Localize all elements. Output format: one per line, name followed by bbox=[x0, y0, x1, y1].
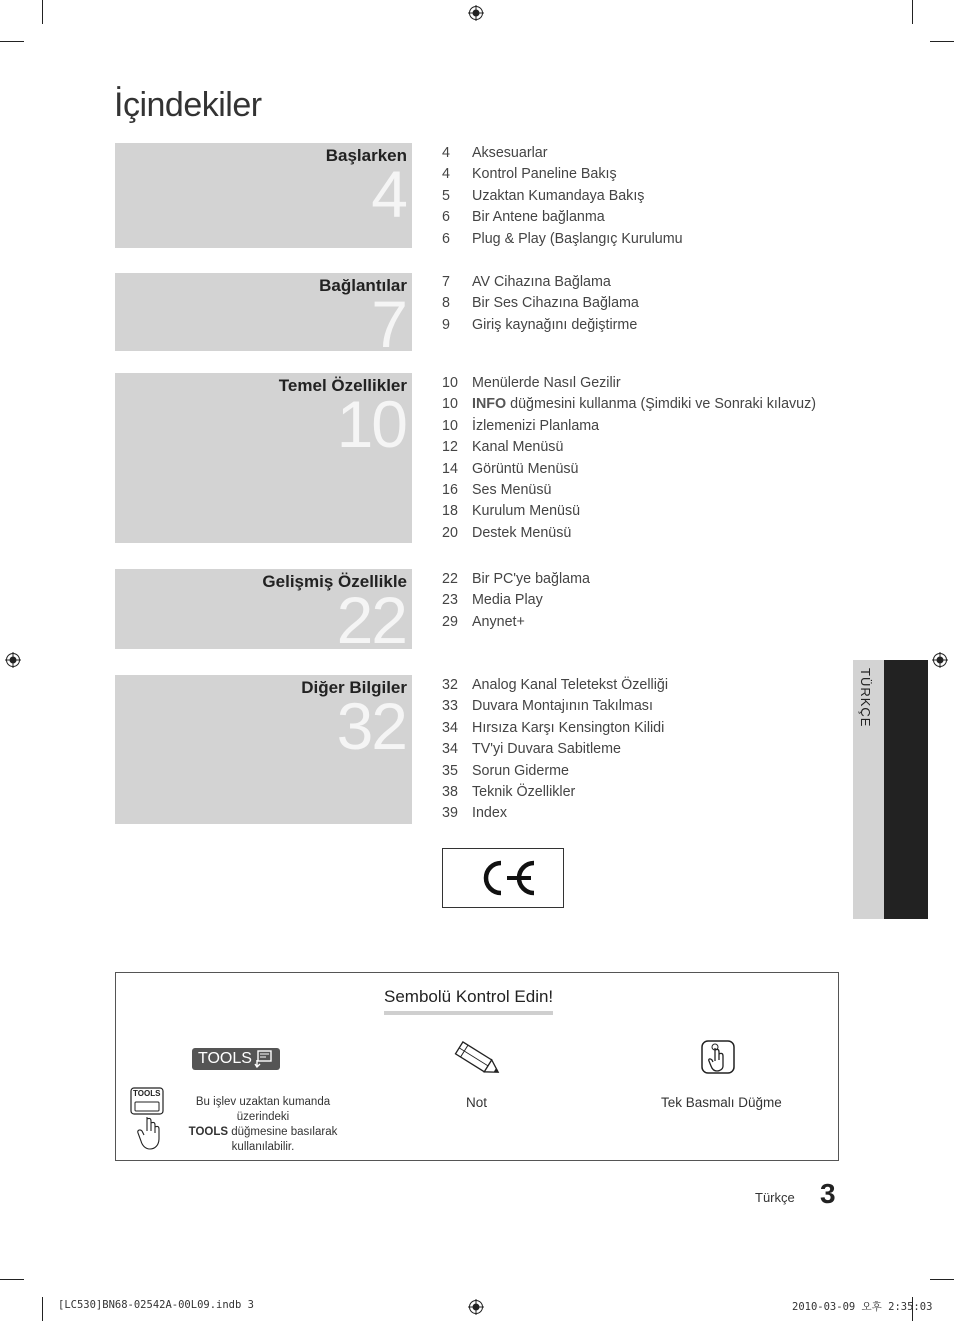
section-box-gelismis-ozellikler bbox=[115, 569, 412, 657]
tools-desc-text: Bu işlev uzaktan kumanda üzerindeki bbox=[195, 1096, 331, 1123]
toc-item[interactable] bbox=[442, 229, 683, 250]
toc-page-number: 39 bbox=[442, 805, 458, 822]
crop-mark bbox=[930, 41, 954, 42]
toc-page-number: 7 bbox=[442, 274, 450, 290]
toc-entry-text: Duvara Montajının Takılması bbox=[472, 698, 653, 715]
toc-item[interactable] bbox=[442, 718, 668, 739]
crop-mark bbox=[930, 1279, 954, 1280]
toc-page-number: 6 bbox=[442, 230, 450, 247]
toc-page-number: 20 bbox=[442, 524, 458, 541]
toc-entry-text: Hırsıza Karşı Kensington Kilidi bbox=[472, 719, 665, 736]
section-number: 4 bbox=[371, 157, 406, 231]
toc-item[interactable] bbox=[442, 164, 683, 185]
toc-page-number: 8 bbox=[442, 295, 450, 312]
toc-item[interactable] bbox=[442, 186, 683, 207]
toc-entry-text: Kanal Menüsü bbox=[472, 439, 564, 456]
registration-mark-icon bbox=[5, 652, 21, 668]
toc-item[interactable] bbox=[442, 293, 639, 314]
toc-page-number: 10 bbox=[442, 375, 458, 391]
print-slug-file: [LC530]BN68-02542A-00L09.indb 3 bbox=[58, 1299, 254, 1311]
one-touch-button-label: Tek Basmalı Düğme bbox=[661, 1095, 782, 1110]
symbol-legend-box bbox=[115, 972, 839, 1161]
toc-list-baglantilar bbox=[442, 272, 639, 336]
toc-entry-text: Bir Ses Cihazına Bağlama bbox=[472, 295, 639, 312]
toc-page-number: 9 bbox=[442, 316, 450, 333]
toc-entry-text: Bir Antene bağlanma bbox=[472, 209, 605, 226]
section-box-temel-ozellikler bbox=[115, 373, 412, 543]
toc-entry-text: Destek Menüsü bbox=[472, 524, 572, 541]
tools-badge-label: TOOLS bbox=[198, 1050, 252, 1067]
toc-page-number: 38 bbox=[442, 783, 458, 800]
crop-mark bbox=[912, 0, 913, 24]
toc-entry-text: Teknik Özellikler bbox=[472, 783, 576, 800]
toc-page-number: 18 bbox=[442, 503, 458, 520]
legend-title: Sembolü Kontrol Edin! bbox=[384, 987, 553, 1015]
toc-item[interactable] bbox=[442, 394, 816, 415]
section-title: Gelişmiş Özellikle bbox=[262, 572, 407, 591]
print-slug-timestamp: 2010-03-09 오후 2:35:03 bbox=[792, 1301, 933, 1313]
tools-hand-icon bbox=[254, 1050, 274, 1068]
ce-mark-box bbox=[442, 848, 564, 908]
toc-entry-text: Menülerde Nasıl Gezilir bbox=[472, 375, 621, 391]
toc-entry-text: Aksesuarlar bbox=[472, 145, 548, 161]
tools-desc-bold: TOOLS bbox=[188, 1126, 229, 1138]
language-tab-black bbox=[884, 660, 928, 919]
toc-page-number: 12 bbox=[442, 439, 458, 456]
toc-page-number: 32 bbox=[442, 677, 458, 693]
toc-item[interactable] bbox=[442, 523, 816, 544]
toc-entry-text: Anynet+ bbox=[472, 613, 525, 630]
toc-item[interactable] bbox=[442, 437, 816, 458]
toc-entry-text: Görüntü Menüsü bbox=[472, 460, 579, 477]
crop-mark bbox=[42, 0, 43, 24]
section-title: Bağlantılar bbox=[319, 276, 407, 295]
section-number: 22 bbox=[336, 583, 406, 657]
toc-entry-text: Giriş kaynağını değiştirme bbox=[472, 316, 638, 333]
one-touch-button-icon bbox=[700, 1039, 736, 1075]
toc-entry-text: Media Play bbox=[472, 592, 543, 609]
toc-entry-text: Kontrol Paneline Bakış bbox=[472, 166, 617, 183]
toc-entry-text: AV Cihazına Bağlama bbox=[472, 274, 611, 290]
toc-item[interactable] bbox=[442, 143, 683, 164]
section-box-baglantilar bbox=[115, 273, 412, 361]
toc-page-number: 29 bbox=[442, 613, 458, 630]
toc-page-number: 14 bbox=[442, 460, 458, 477]
toc-page-number: 4 bbox=[442, 166, 450, 183]
toc-entry-text: TV'yi Duvara Sabitleme bbox=[472, 741, 621, 758]
toc-page-number: 10 bbox=[442, 396, 458, 413]
toc-entry-text: Kurulum Menüsü bbox=[472, 503, 581, 520]
registration-mark-icon bbox=[932, 652, 948, 668]
ce-mark-icon bbox=[443, 849, 563, 907]
toc-item[interactable] bbox=[442, 501, 816, 522]
toc-entry-text: Plug & Play (Başlangıç Kurulumu bbox=[472, 230, 683, 247]
remote-tools-button-label: TOOLS bbox=[133, 1089, 161, 1098]
crop-mark bbox=[42, 1297, 43, 1321]
toc-item[interactable] bbox=[442, 612, 590, 633]
note-pencil-icon bbox=[450, 1037, 504, 1081]
toc-item[interactable] bbox=[442, 315, 639, 336]
toc-list-baslarken bbox=[442, 143, 683, 250]
toc-list-gelismis-ozellikler bbox=[442, 569, 590, 633]
toc-item[interactable] bbox=[442, 272, 639, 293]
toc-item[interactable] bbox=[442, 782, 668, 803]
tools-description bbox=[170, 1095, 356, 1155]
note-label: Not bbox=[466, 1095, 488, 1110]
toc-item[interactable] bbox=[442, 416, 816, 437]
toc-page-number: 22 bbox=[442, 571, 458, 587]
section-title: Diğer Bilgiler bbox=[301, 678, 407, 697]
section-number: 7 bbox=[371, 287, 406, 361]
toc-page-number: 34 bbox=[442, 719, 458, 736]
toc-item[interactable] bbox=[442, 696, 668, 717]
toc-entry-text: Uzaktan Kumandaya Bakış bbox=[472, 187, 645, 204]
toc-entry-text: Analog Kanal Teletekst Özelliği bbox=[472, 677, 669, 693]
toc-page-number: 34 bbox=[442, 741, 458, 758]
toc-page-number: 5 bbox=[442, 187, 450, 204]
toc-item[interactable] bbox=[442, 675, 668, 696]
toc-page-number: 35 bbox=[442, 762, 458, 779]
toc-entry-text: Ses Menüsü bbox=[472, 481, 552, 498]
toc-item[interactable] bbox=[442, 480, 816, 501]
toc-page-number: 23 bbox=[442, 592, 458, 609]
toc-item[interactable] bbox=[442, 569, 590, 590]
toc-item[interactable] bbox=[442, 761, 668, 782]
toc-entry-text: Bir PC'ye bağlama bbox=[472, 571, 590, 587]
toc-entry-text: Sorun Giderme bbox=[472, 762, 569, 779]
registration-mark-icon bbox=[468, 5, 484, 21]
toc-item[interactable] bbox=[442, 739, 668, 760]
section-number: 32 bbox=[336, 689, 406, 763]
toc-page-number: 4 bbox=[442, 145, 450, 161]
language-tab-label: TÜRKÇE bbox=[858, 668, 873, 728]
info-key-label: INFO bbox=[472, 396, 507, 413]
toc-entry-text: İzlemenizi Planlama bbox=[472, 417, 600, 434]
toc-entry-text: düğmesini kullanma (Şimdiki ve Sonraki kılavuz) bbox=[506, 396, 817, 413]
toc-item[interactable] bbox=[442, 207, 683, 228]
section-box-baslarken bbox=[115, 143, 412, 248]
toc-item[interactable] bbox=[442, 803, 668, 824]
toc-item[interactable] bbox=[442, 459, 816, 480]
crop-mark bbox=[0, 41, 24, 42]
page-title: İçindekiler bbox=[114, 86, 262, 124]
toc-page-number: 10 bbox=[442, 417, 458, 434]
toc-list-diger-bilgiler bbox=[442, 675, 668, 825]
section-number: 10 bbox=[336, 387, 406, 461]
toc-item[interactable] bbox=[442, 590, 590, 611]
toc-page-number: 16 bbox=[442, 481, 458, 498]
toc-page-number: 33 bbox=[442, 698, 458, 715]
tools-badge bbox=[192, 1048, 280, 1070]
crop-mark bbox=[0, 1279, 24, 1280]
section-box-diger-bilgiler bbox=[115, 675, 412, 824]
footer-language: Türkçe bbox=[755, 1190, 795, 1205]
section-title: Başlarken bbox=[325, 146, 407, 165]
registration-mark-icon bbox=[468, 1299, 484, 1315]
footer-page-number: 3 bbox=[820, 1178, 836, 1209]
toc-entry-text: Index bbox=[472, 805, 507, 822]
toc-item[interactable] bbox=[442, 373, 816, 394]
section-title: Temel Özellikler bbox=[278, 376, 407, 395]
tools-desc-text-2: düğmesine basılarak kullanılabilir. bbox=[228, 1126, 338, 1153]
toc-page-number: 6 bbox=[442, 209, 450, 226]
toc-list-temel-ozellikler bbox=[442, 373, 816, 544]
